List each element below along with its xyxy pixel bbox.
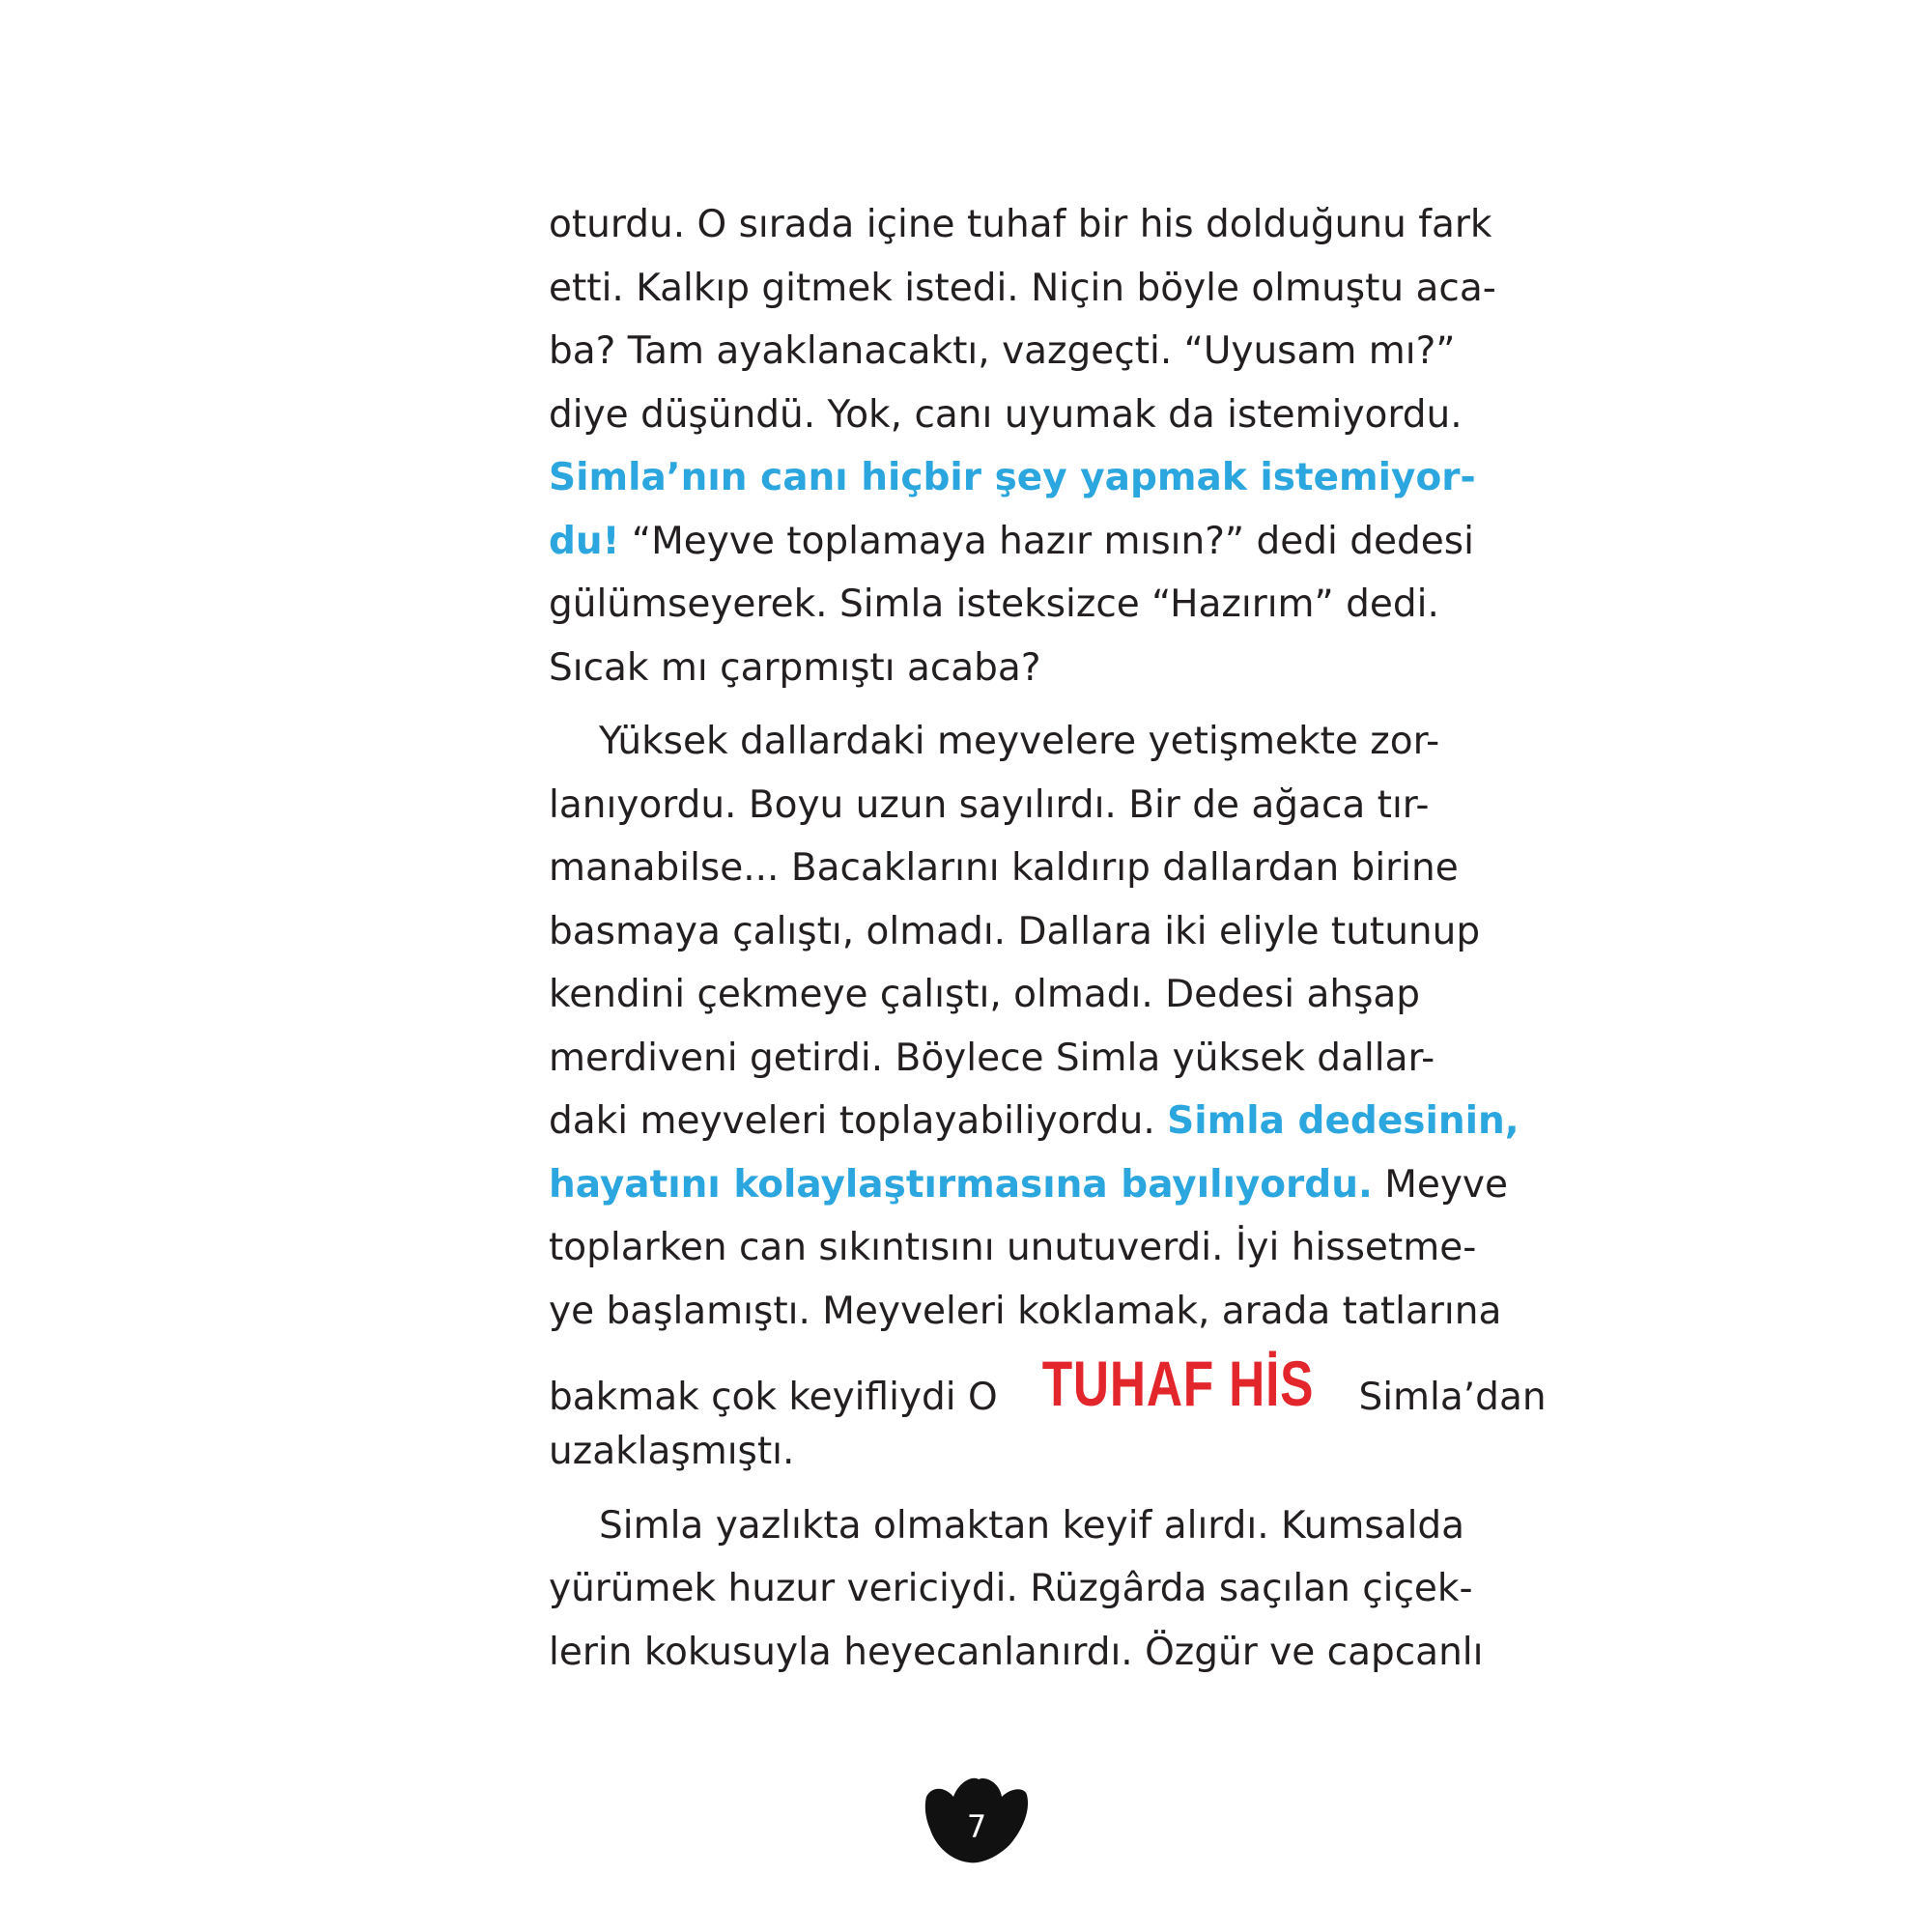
book-page-text	[549, 193, 1547, 1684]
text-span: “Meyve toplamaya hazır mısın?” dedi dedesi	[631, 519, 1474, 563]
text-line	[549, 1090, 1520, 1153]
text-line: merdiveni getirdi. Böylece Simla yüksek dallar-	[549, 1036, 1435, 1080]
text-line	[549, 1153, 1509, 1217]
text-line: basmaya çalıştı, olmadı. Dallara iki eliyle tutunup	[549, 909, 1481, 953]
highlighted-sentence: du!	[549, 519, 620, 563]
text-line	[549, 446, 1476, 510]
text-line: manabilse... Bacaklarını kaldırıp dallardan birine	[549, 846, 1459, 890]
tuhaf-his-title: TUHAF HİS	[1041, 1348, 1315, 1419]
text-line: lerin kokusuyla heyecanlanırdı. Özgür ve capcanlı	[549, 1630, 1484, 1674]
highlighted-sentence: Simla’nın canı hiçbir şey yapmak istemiyor-	[549, 456, 1476, 499]
text-line: etti. Kalkıp gitmek istedi. Niçin böyle olmuştu aca-	[549, 266, 1496, 310]
highlighted-sentence: hayatını kolaylaştırmasına bayılıyordu.	[549, 1162, 1373, 1207]
text-line: yürümek huzur vericiydi. Rüzgârda saçılan çiçek-	[549, 1567, 1473, 1610]
text-line: kendini çekmeye çalıştı, olmadı. Dedesi ahşap	[549, 973, 1421, 1016]
highlighted-sentence: Simla dedesinin,	[1167, 1099, 1520, 1143]
text-line: ye başlamıştı. Meyveleri koklamak, arada tatlarına	[549, 1289, 1502, 1333]
text-line: Yüksek dallardaki meyvelere yetişmekte zor-	[599, 720, 1440, 763]
text-line: ba? Tam ayaklanacaktı, vazgeçti. “Uyusam mı?”	[549, 329, 1456, 373]
page-number-badge	[923, 1776, 1031, 1864]
text-line	[549, 1343, 1547, 1420]
text-line: lanıyordu. Boyu uzun sayılırdı. Bir de ağaca tır-	[549, 782, 1430, 827]
text-span: Meyve	[1384, 1162, 1509, 1207]
text-line: Simla yazlıkta olmaktan keyif alırdı. Kumsalda	[599, 1503, 1465, 1548]
page-number: 7	[966, 1808, 987, 1845]
text-line: gülümseyerek. Simla isteksizce “Hazırım” dedi.	[549, 582, 1439, 626]
text-line	[549, 510, 1474, 574]
text-span: bakmak çok keyifliydi O	[549, 1376, 998, 1419]
text-span: daki meyveleri toplayabiliyordu.	[549, 1099, 1155, 1143]
text-line: uzaklaşmıştı.	[549, 1430, 795, 1473]
text-line: Sıcak mı çarpmıştı acaba?	[549, 645, 1041, 690]
text-line: oturdu. O sırada içine tuhaf bir his dolduğunu fark	[549, 203, 1492, 246]
text-span: Simla’dan	[1358, 1376, 1547, 1419]
text-line: diye düşündü. Yok, canı uyumak da istemiyordu.	[549, 392, 1463, 437]
text-line: toplarken can sıkıntısını unutuverdi. İyi hissetme-	[549, 1226, 1477, 1269]
